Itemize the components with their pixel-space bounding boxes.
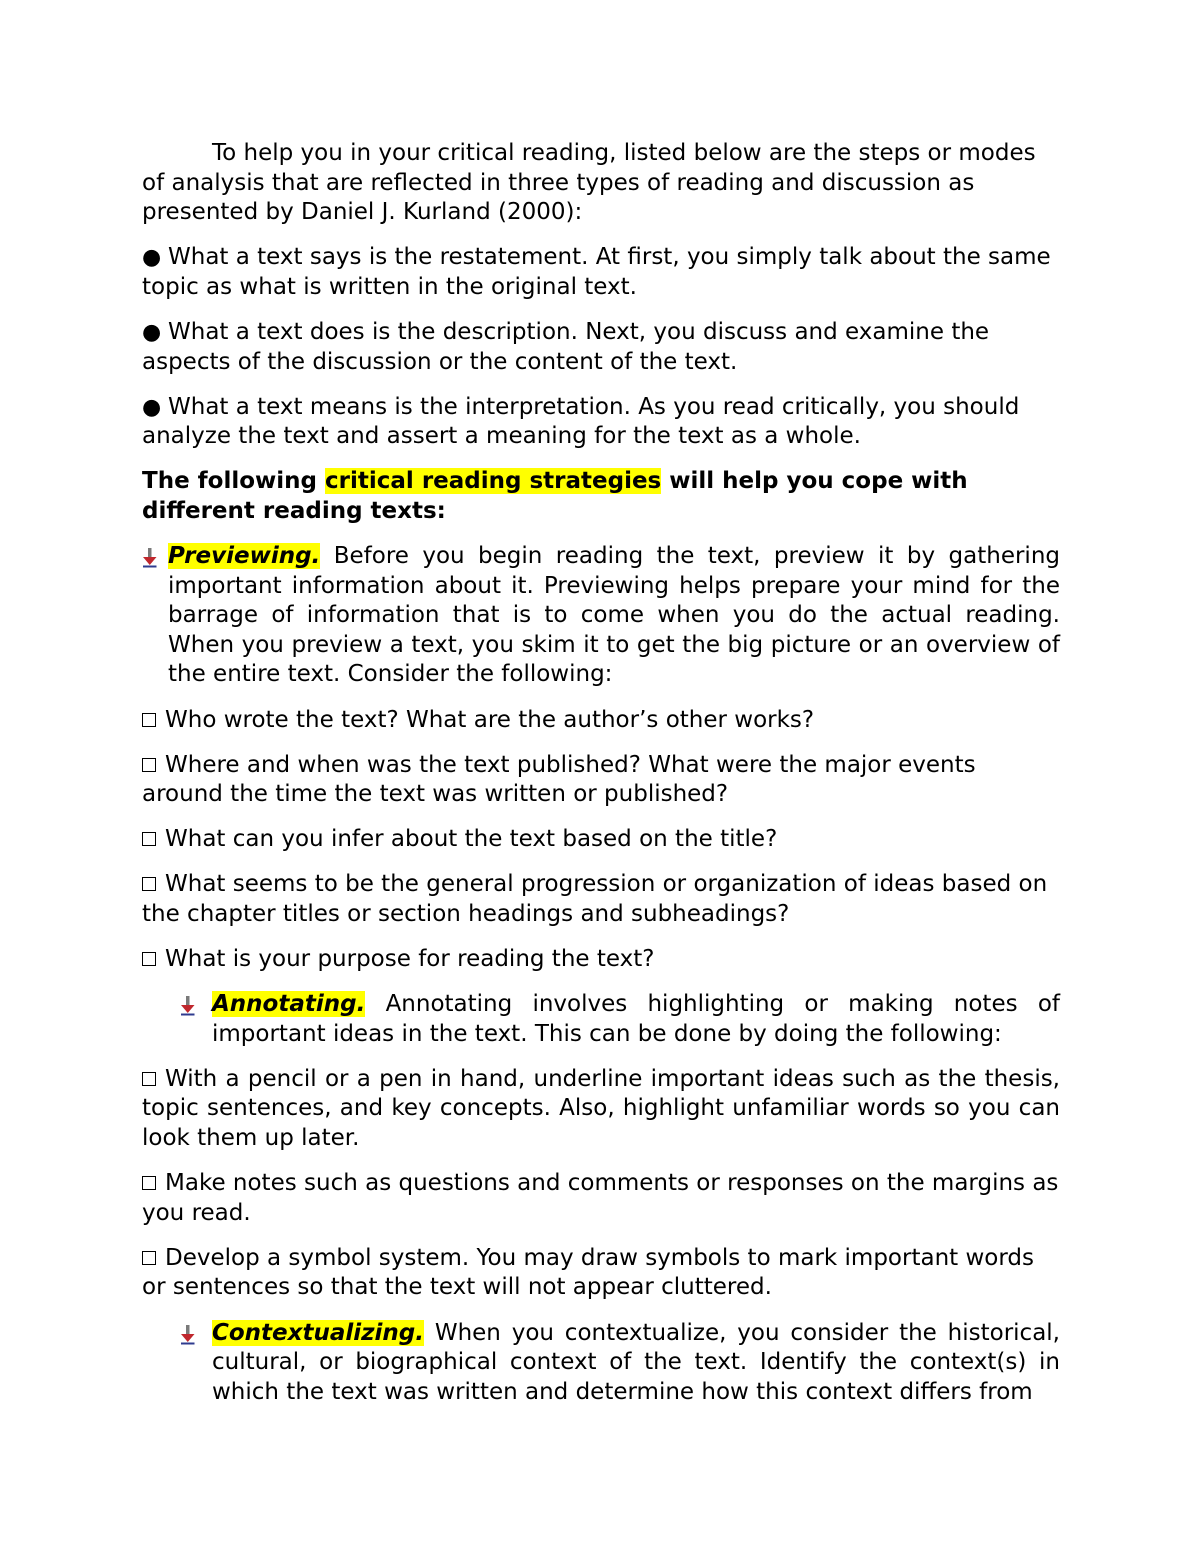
checklist-item: Make notes such as questions and comments or responses on the margins as you read. — [142, 1170, 1059, 1226]
checkbox-square-icon — [142, 1072, 156, 1086]
checklist-item: What is your purpose for reading the text? — [142, 945, 1060, 975]
strategy-term: Contextualizing. — [212, 1319, 424, 1346]
checklist-item: What can you infer about the text based on the title? — [142, 825, 1060, 855]
bullet-dot-icon: ● — [142, 319, 162, 345]
mode-means: ● What a text means is the interpretation. As you read critically, you should analyze the text and assert a meaning for the text as a whole. — [142, 393, 1020, 450]
checkbox-square-icon — [142, 832, 156, 846]
mode-does: ● What a text does is the description. Next, you discuss and examine the aspects of the discussion or the content of the text. — [142, 318, 990, 375]
checkbox-square-icon — [142, 713, 156, 727]
checkbox-square-icon — [142, 952, 156, 966]
checkbox-square-icon — [142, 758, 156, 772]
intro-paragraph: To help you in your critical reading, listed below are the steps or modes of analysis that are reflected in three types of reading and discussion as presented by Daniel J. Kurland (2000): — [142, 140, 1036, 226]
strategy-previewing: Previewing. Before you begin reading the text, preview it by gathering important information about it. Previewing helps prepare your mind for the barrage of information that is to come when you do the actual reading. When you preview a text, you skim it to get the big picture or an overview of the entire text. Consider the following: — [142, 542, 1060, 690]
strategy-annotating: Annotating. Annotating involves highlighting or making notes of important ideas in the text. This can be done by doing the following: — [142, 990, 1060, 1049]
checklist-item: Who wrote the text? What are the author’s other works? — [142, 706, 1060, 736]
down-arrow-bullet-icon — [180, 994, 196, 1016]
down-arrow-bullet-icon — [180, 1323, 196, 1345]
checkbox-square-icon — [142, 1251, 156, 1265]
strategy-term: Previewing. — [168, 543, 321, 570]
checklist-item: What seems to be the general progression or organization of ideas based on the chapter titles or section headings and subheadings? — [142, 871, 1048, 927]
checklist-item: With a pencil or a pen in hand, underline important ideas such as the thesis, topic sentences, and key concepts. Also, highlight unfamiliar words so you can look them up later. — [142, 1065, 1060, 1152]
mode-says: ● What a text says is the restatement. At first, you simply talk about the same topic as what is written in the original text. — [142, 244, 1051, 300]
checkbox-square-icon — [142, 877, 156, 891]
checklist-item: Develop a symbol system. You may draw symbols to mark important words or sentences so that the text will not appear cluttered. — [142, 1244, 1034, 1301]
bullet-dot-icon: ● — [142, 394, 162, 420]
strategies-heading: The following critical reading strategies will help you cope with different reading texts: — [142, 468, 968, 524]
checkbox-square-icon — [142, 1176, 156, 1190]
down-arrow-bullet-icon — [142, 546, 158, 568]
bullet-dot-icon: ● — [142, 245, 162, 271]
highlighted-phrase: critical reading strategies — [325, 468, 662, 495]
strategy-term: Annotating. — [212, 991, 366, 1018]
strategy-contextualizing: Contextualizing. When you contextualize, you consider the historical, cultural, or biographical context of the text. Identify the context(s) in which the text was written and determine how this context differs from — [142, 1319, 1060, 1408]
checklist-item: Where and when was the text published? What were the major events around the time the text was written or published? — [142, 751, 976, 808]
document-page — [142, 139, 1060, 1423]
